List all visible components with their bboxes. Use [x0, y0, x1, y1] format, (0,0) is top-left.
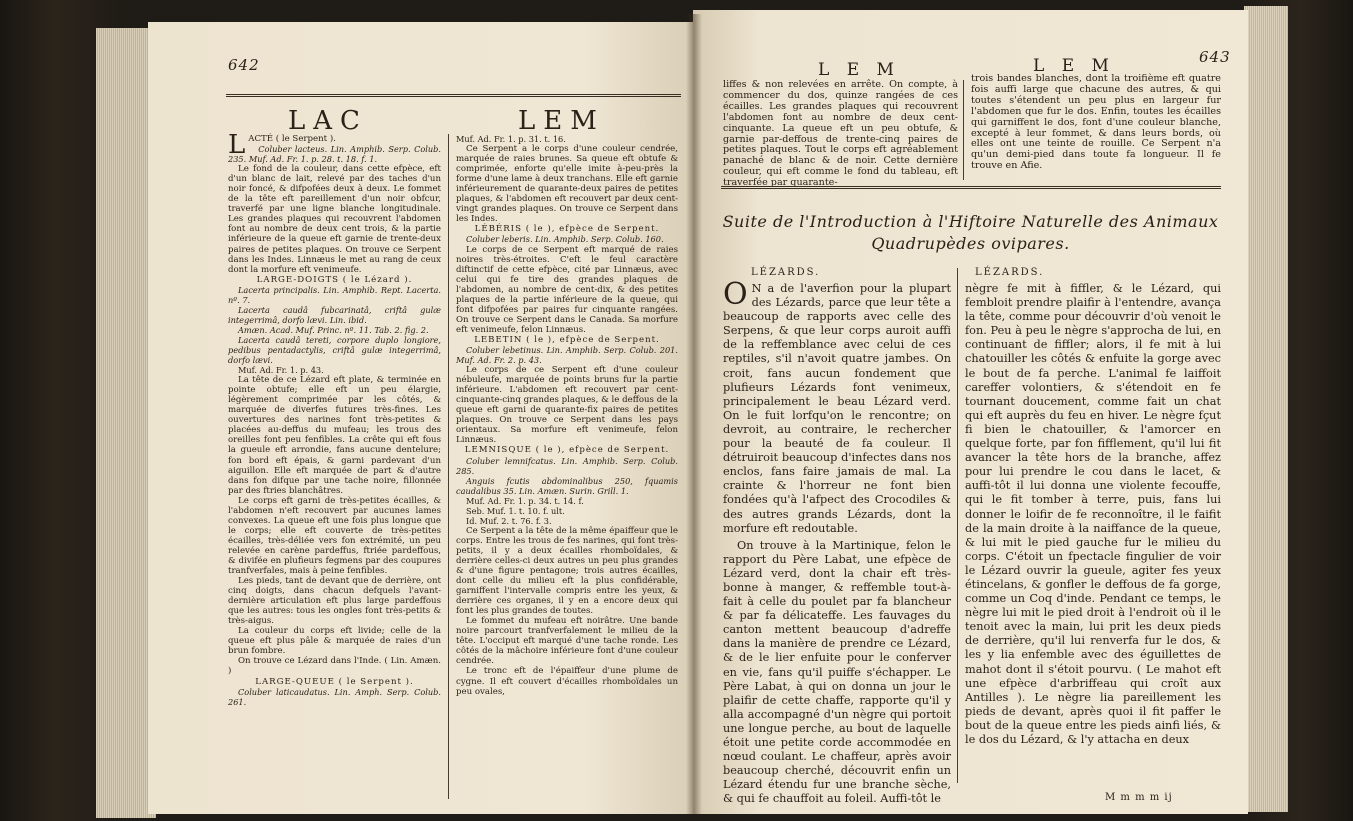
paragraph: Muf. Ad. Fr. 1. p. 31. t. 16.: [456, 134, 566, 144]
paragraph: Muf. Ad. Fr. 1. p. 43.: [238, 365, 324, 376]
paragraph: Le corps de ce Serpent eft d'une couleur nébuleufe, marquée de points bruns fur la partie inférieure. L'abdomen eft recouvert par cent-cinquante-cinq grandes plaques, & le deffous de la queue eft garni de quarante-fix paires de petites plaques. On trouve ce Serpent dans les pays orientaux. Sa morfure eft venimeufe, felon Linnæus.: [456, 365, 678, 446]
drop-cap-o: O: [723, 277, 748, 312]
section-title-line-2: Quadrupèdes ovipares.: [871, 234, 1070, 253]
paragraph: Lacerta principalis. Lin. Amphib. Rept. Lacerta. nº. 7.: [228, 284, 441, 305]
header-rule-left: [226, 94, 681, 97]
subheading-lezards-left: LÉZARDS.: [751, 267, 821, 278]
paragraph: Coluber lemnifcatus. Lin. Amphib. Serp. Colub. 285.: [456, 455, 678, 476]
paragraph: Coluber laticaudatus. Lin. Amph. Serp. Colub. 261.: [228, 686, 441, 707]
right-body-column-2: [965, 282, 1221, 794]
book-gutter: [686, 14, 702, 814]
entry-leberis-title: LÉBÉRIS ( le ), efpèce de Serpent.: [474, 224, 660, 235]
drop-cap-l: L: [228, 130, 246, 160]
paragraph: Ce Serpent a la tête de la même épaiffeur que le corps. Entre les trous de fes narines, qui font très-petits, il y a deux écailles rhomboïdales, & derrière celles-ci deux autres un peu plus grandes & d'une figure pentagone; trois autres écailles, dont celle du milieu eft la plus confidérable, garniffent l'intervalle compris entre les yeux, & derrière ces organes, il y en a encore deux qui font les plus grandes de toutes.: [456, 525, 678, 617]
page-edges-right: [1244, 6, 1288, 812]
paragraph: Coluber leberis. Lin. Amphib. Serp. Colub. 160.: [466, 234, 664, 245]
paragraph: La tête de ce Lézard eft plate, & terminée en pointe obtufe; elle eft un peu élargie, légèrement comprimée par les côtés, & marquée de diverfes futures très-fines. Les ouvertures des narines font très-petites & placées au-deffus du mufeau; les trous des oreilles font peu fenfibles. La crête qui eft fous la gueule eft arrondie, fans aucune dentelure; fon bord eft épais, & garni pardevant d'un aiguillon. Elle eft marquée de part & d'autre dans fon difque par une tache noire, fillonnée par des ftries blanchâtres.: [228, 375, 441, 496]
right-page: [693, 10, 1248, 814]
paragraph: Id. Muf. 2. t. 76. f. 3.: [466, 515, 552, 526]
right-top-column-1: liffes & non relevées en arrête. On compte, à commencer du dos, quinze rangées de ces écailles. Les grandes plaques qui recouvrent l'abdomen font au nombre de deux cent-cinquante. La queue eft un peu obtufe, & garnie par-deffous de trente-cinq paires de petites plaques. Tout le corps eft agréablement panaché de blanc & de noir. Cette dernière couleur, qui eft comme le fond du tableau, eft traverfée par quarante-: [723, 79, 958, 189]
running-head-lem-right-1: L E M: [818, 60, 900, 80]
paragraph: Muf. Ad. Fr. 1. p. 34. t. 14. f.: [466, 495, 584, 506]
left-column-1: [228, 130, 441, 804]
right-body-column-1: [723, 277, 951, 806]
page-number-left: 642: [228, 56, 260, 74]
paragraph: Ce Serpent a le corps d'une couleur cendrée, marquée de raies brunes. Sa queue eft obtufe & comprimée, enforte qu'elle imite à-peu-près la forme d'une lame à deux tranchans. Elle eft garnie inférieurement de quarante-deux paires de petites plaques, & l'abdomen eft recouvert par deux cent-vingt grandes plaques. On trouve ce Serpent dans les Indes.: [456, 144, 678, 225]
paragraph: Coluber lebetinus. Lin. Amphib. Serp. Colub. 201. Muf. Ad. Fr. 2. p. 43.: [456, 344, 678, 366]
paragraph: Le fommet du mufeau eft noirâtre. Une bande noire parcourt tranfverfalement le milieu de la tête. L'occiput eft marqué d'une tache ronde. Les côtés de la mâchoire inférieure font d'une couleur cendrée.: [456, 616, 678, 667]
paragraph: Le tronc eft de l'épaiffeur d'une plume de cygne. Il eft couvert d'écailles rhomboïdales un peu ovales,: [456, 666, 678, 697]
paragraph: On trouve ce Lézard dans l'Inde. ( Lin. Amæn. ): [228, 656, 441, 677]
paragraph: Le corps eft garni de très-petites écailles, & l'abdomen n'eft recouvert par aucunes lames convexes. La queue eft une fois plus longue que le corps; elle eft couverte de très-petites écailles, très-déliée vers fon extrémité, un peu relevée en carène pardeffus, ftriée pardeffous, & divifée en plufieurs fegmens par des coupures tranfverfales, mais à peine fenfibles.: [228, 495, 441, 577]
entry-lebetin-title: LEBETIN ( le ), efpèce de Serpent.: [474, 334, 660, 345]
signature-mark: M m m m ij: [1105, 792, 1173, 803]
right-top-column-2: trois bandes blanches, dont la troifième eft quatre fois auffi large que chacune des autres, & qui toutes s'étendent un peu plus en largeur fur l'abdomen que fur le dos. Enfin, toutes les écailles qui garniffent le dos, font d'une couleur blanche, excepté à leur fommet, & dans leurs bords, où elles ont une teinte de rouille. Ce Serpent n'a qu'un demi-pied dans toute fa longueur. Il fe trouve en Afie.: [971, 73, 1221, 172]
column-divider-left: [448, 134, 449, 799]
paragraph: Lacerta caudâ fubcarinatâ, criftâ gulæ integerrimâ, dorfo lævi. Lin. ibid.: [228, 304, 441, 325]
paragraph: Amæn. Acad. Muf. Princ. nº. 11. Tab. 2. fig. 2.: [238, 324, 429, 335]
running-head-lac: LAC: [288, 106, 368, 136]
paragraph: Les pieds, tant de devant que de derrière, ont cinq doigts, dans chacun defquels l'avant-dernière articulation eft plus large pardeffous que les autres: tous les ongles font très-petits & très-aigus.: [228, 576, 441, 627]
column-divider-body: [957, 268, 958, 783]
paragraph: O N a de l'averfion pour la plupart des Lézards, parce que leur tête a beaucoup de rapports avec celle des Serpens, & que leur corps auroit auffi de la reffemblance avec celui de ces reptiles, s'il n'avoit quatre jambes. On croit, fans aucun fondement que plufieurs Lézards font venimeux, principalement le beau Lézard verd. On le fuit lorfqu'on le rencontre; on devroit, au contraire, le rechercher pour la beauté de fa couleur. Il détruiroit beaucoup d'infectes dans nos enclos, fans faire jamais de mal. La crainte & l'horreur ne font bien fondées qu'à l'afpect des Crocodiles & des autres grands Lézards, dont la morfure eft redoutable.: [723, 277, 951, 535]
paragraph: Lacerta caudâ tereti, corpore duplo longiore, pedibus pentadactylis, criftâ gulæ integerrimâ, dorfo lævi.: [228, 334, 441, 366]
running-head-lem-left: LEM: [518, 106, 605, 136]
entry-large-queue-title: LARGE-QUEUE ( le Serpent ).: [255, 676, 414, 687]
running-head-lem-right-2: L E M: [1033, 56, 1115, 76]
paragraph: Coluber lacteus. Lin. Amphib. Serp. Colub. 235. Muf. Ad. Fr. 1. p. 28. t. 18. f. 1.: [228, 144, 441, 165]
left-page: [148, 22, 693, 814]
paragraph: Seb. Muf. 1. t. 10. f. ult.: [466, 505, 565, 516]
section-rule: [721, 186, 1221, 189]
page-edges-left: [96, 28, 156, 818]
paragraph: Le fond de la couleur, dans cette efpèce, eft d'un blanc de lait, relevé par des taches d'un noir foncé, & difpofées deux à deux. Le fommet de la tête eft pareillement d'un noir obfcur, traverfé par une ligne blanche longitudinale. Les grandes plaques qui recouvrent l'abdomen font au nombre de deux cent trois, & la partie inférieure de la queue eft garnie de trente-deux paires de petites plaques. On trouve ce Serpent dans les Indes. Linnæus le met au rang de ceux dont la morfure eft venimeufe.: [228, 164, 441, 275]
paragraph: nègre fe mit à fiffler, & le Lézard, qui fembloit prendre plaifir à l'entendre, avança la tête, comme pour découvrir d'où venoit le fon. Peu à peu le nègre s'approcha de lui, en continuant de fiffler; alors, il fe mit à lui chatouiller les côtés & enfuite la gorge avec le bout de fa perche. L'animal fe laiffoit careffer volontiers, & s'étendoit en fe tournant doucement, comme fait un chat qui eft auprès du feu en hiver. Le nègre fçut fi bien le chatouiller, & l'amorcer en quelque forte, par fon fifflement, qu'il lui fit avancer la tête hors de la branche, affez pour lui prendre le cou dans le lacet, & auffi-tôt il lui donna une violente fecouffe, qui le fit tomber à terre, puis, fans lui donner le loifir de fe reconnoître, il le faifit de la main droite à la naiffance de la queue, & lui mit le pied gauche fur le milieu du corps. C'étoit un fpectacle fingulier de voir le Lézard ouvrir la gueule, agiter fes yeux étincelans, & gonfler le deffous de fa gorge, comme un Coq d'inde. Pendant ce temps, le nègre lui mit le pied droit à l'endroit où il le tenoit avec la main, lui prit les deux pieds de derrière, qu'il lui renverfa fur le dos, & les y lia enfemble avec des éguillettes de mahot dont il s'étoit pourvu. ( Le mahot eft une efpèce d'arbriffeau qui croît aux Antilles ). Le nègre lia pareillement les pieds de devant, après quoi il fit paffer le bout de la queue entre les pieds ainfi liés, & le dos du Lézard, & l'y attacha en deux: [965, 282, 1221, 746]
section-title-line-1: Suite de l'Introduction à l'Hiftoire Naturelle des Animaux: [722, 212, 1219, 231]
left-column-2: [456, 134, 678, 804]
paragraph: On trouve à la Martinique, felon le rapport du Père Labat, une efpèce de Lézard verd, dont la chair eft très-bonne à manger, & reffemble tout-à-fait à celle du poulet par fa blancheur & par fa délicateffe. Les fauvages du canton mettent beaucoup d'adreffe dans la manière de prendre ce Lézard, & de le lier enfuite pour le conferver en vie, fans qu'il puiffe s'échapper. Le Père Labat, à qui on donna un jour le plaifir de cette chaffe, rapporte qu'il y alla accompagné d'un nègre qui portoit une longue perche, au bout de laquelle étoit une petite corde accommodée en nœud coulant. Le chaffeur, après avoir beaucoup cherché, découvrit enfin un Lézard étendu fur une branche sèche, & qui fe chauffoit au foleil. Auffi-tôt le: [723, 538, 951, 806]
subheading-lezards-right: LÉZARDS.: [975, 267, 1045, 278]
column-divider-top: [963, 80, 964, 180]
paragraph: La couleur du corps eft livide; celle de la queue eft plus pâle & marquée de raies d'un brun fombre.: [228, 626, 441, 657]
entry-lemnisque-title: LEMNISQUE ( le ), efpèce de Serpent.: [464, 445, 670, 456]
entry-lacte-title: LACTÉ ( le Serpent ).: [228, 130, 336, 160]
page-number-right: 643: [1199, 48, 1231, 66]
paragraph: Le corps de ce Serpent eft marqué de raies noires très-étroites. C'eft le feul caractère diftinctif de cette efpèce, cité par Linnæus, avec celui qui fe tire des grandes plaques de l'abdomen, au nombre de cent-dix, & des petites plaques de la partie inférieure de la queue, qui font difpofées par paires fur cinquante rangées. On trouve ce Serpent dans le Canada. Sa morfure eft venimeufe, felon Linnæus.: [456, 244, 678, 335]
paragraph: Anguis fcutis abdominalibus 250, fquamis caudalibus 35. Lin. Amæn. Surin. Grill. 1.: [456, 475, 678, 496]
entry-large-doigts-title: LARGE-DOIGTS ( le Lézard ).: [256, 274, 413, 285]
